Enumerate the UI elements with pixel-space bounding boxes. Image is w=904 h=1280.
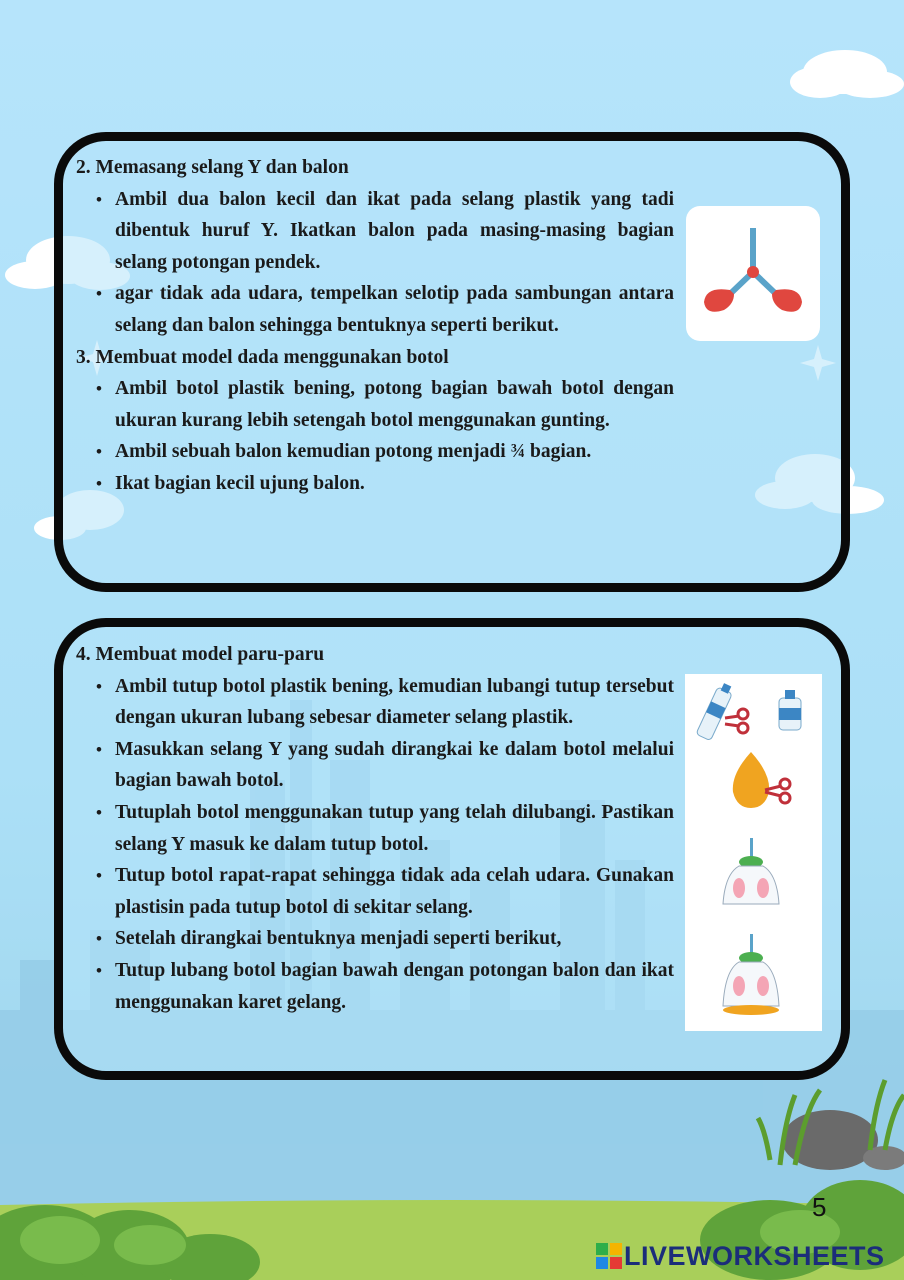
list-item: • Ikat bagian kecil ujung balon. — [115, 468, 674, 500]
lung-model-steps-illustration — [685, 674, 822, 1031]
section-3-list — [76, 373, 674, 499]
watermark-text: LIVEWORKSHEETS — [624, 1240, 885, 1271]
list-item: • agar tidak ada udara, tempelkan selotip pada sambungan antara selang dan balon sehingga bentuknya seperti berikut. — [115, 278, 674, 341]
list-item: • Ambil tutup botol plastik bening, kemudian lubangi tutup tersebut dengan ukuran lubang sebesar diameter selang plastik. — [115, 671, 674, 734]
card-2-content — [76, 639, 674, 1018]
y-tube-balloons-illustration — [686, 206, 820, 341]
list-item: • Setelah dirangkai bentuknya menjadi seperti berikut, — [115, 923, 674, 955]
y-tube-icon — [686, 206, 820, 341]
card-1-content — [76, 152, 674, 500]
section-2-list — [76, 184, 674, 342]
list-item: • Tutup lubang botol bagian bawah dengan potongan balon dan ikat menggunakan karet gelang. — [115, 955, 674, 1018]
list-item: • Ambil sebuah balon kemudian potong menjadi ¾ bagian. — [115, 436, 674, 468]
section-4-title: 4. Membuat model paru-paru — [76, 644, 325, 665]
section-2-title: 2. Memasang selang Y dan balon — [76, 157, 349, 178]
list-item: • Masukkan selang Y yang sudah dirangkai ke dalam botol melalui bagian bawah botol. — [115, 734, 674, 797]
list-item: • Tutup botol rapat-rapat sehingga tidak ada celah udara. Gunakan plastisin pada tutup botol di sekitar selang. — [115, 860, 674, 923]
list-item: • Tutuplah botol menggunakan tutup yang telah dilubangi. Pastikan selang Y masuk ke dalam tutup botol. — [115, 797, 674, 860]
page-number: 5 — [812, 1192, 827, 1222]
bottle-steps-icon — [685, 674, 822, 1031]
liveworksheets-logo-icon — [596, 1243, 622, 1269]
list-item: • Ambil botol plastik bening, potong bagian bawah botol dengan ukuran kurang lebih setengah botol menggunakan gunting. — [115, 373, 674, 436]
list-item: • Ambil dua balon kecil dan ikat pada selang plastik yang tadi dibentuk huruf Y. Ikatkan balon pada masing-masing bagian selang potongan pendek. — [115, 184, 674, 279]
section-3-title: 3. Membuat model dada menggunakan botol — [76, 346, 449, 368]
liveworksheets-watermark — [596, 1236, 885, 1276]
section-4-list — [76, 671, 674, 1019]
